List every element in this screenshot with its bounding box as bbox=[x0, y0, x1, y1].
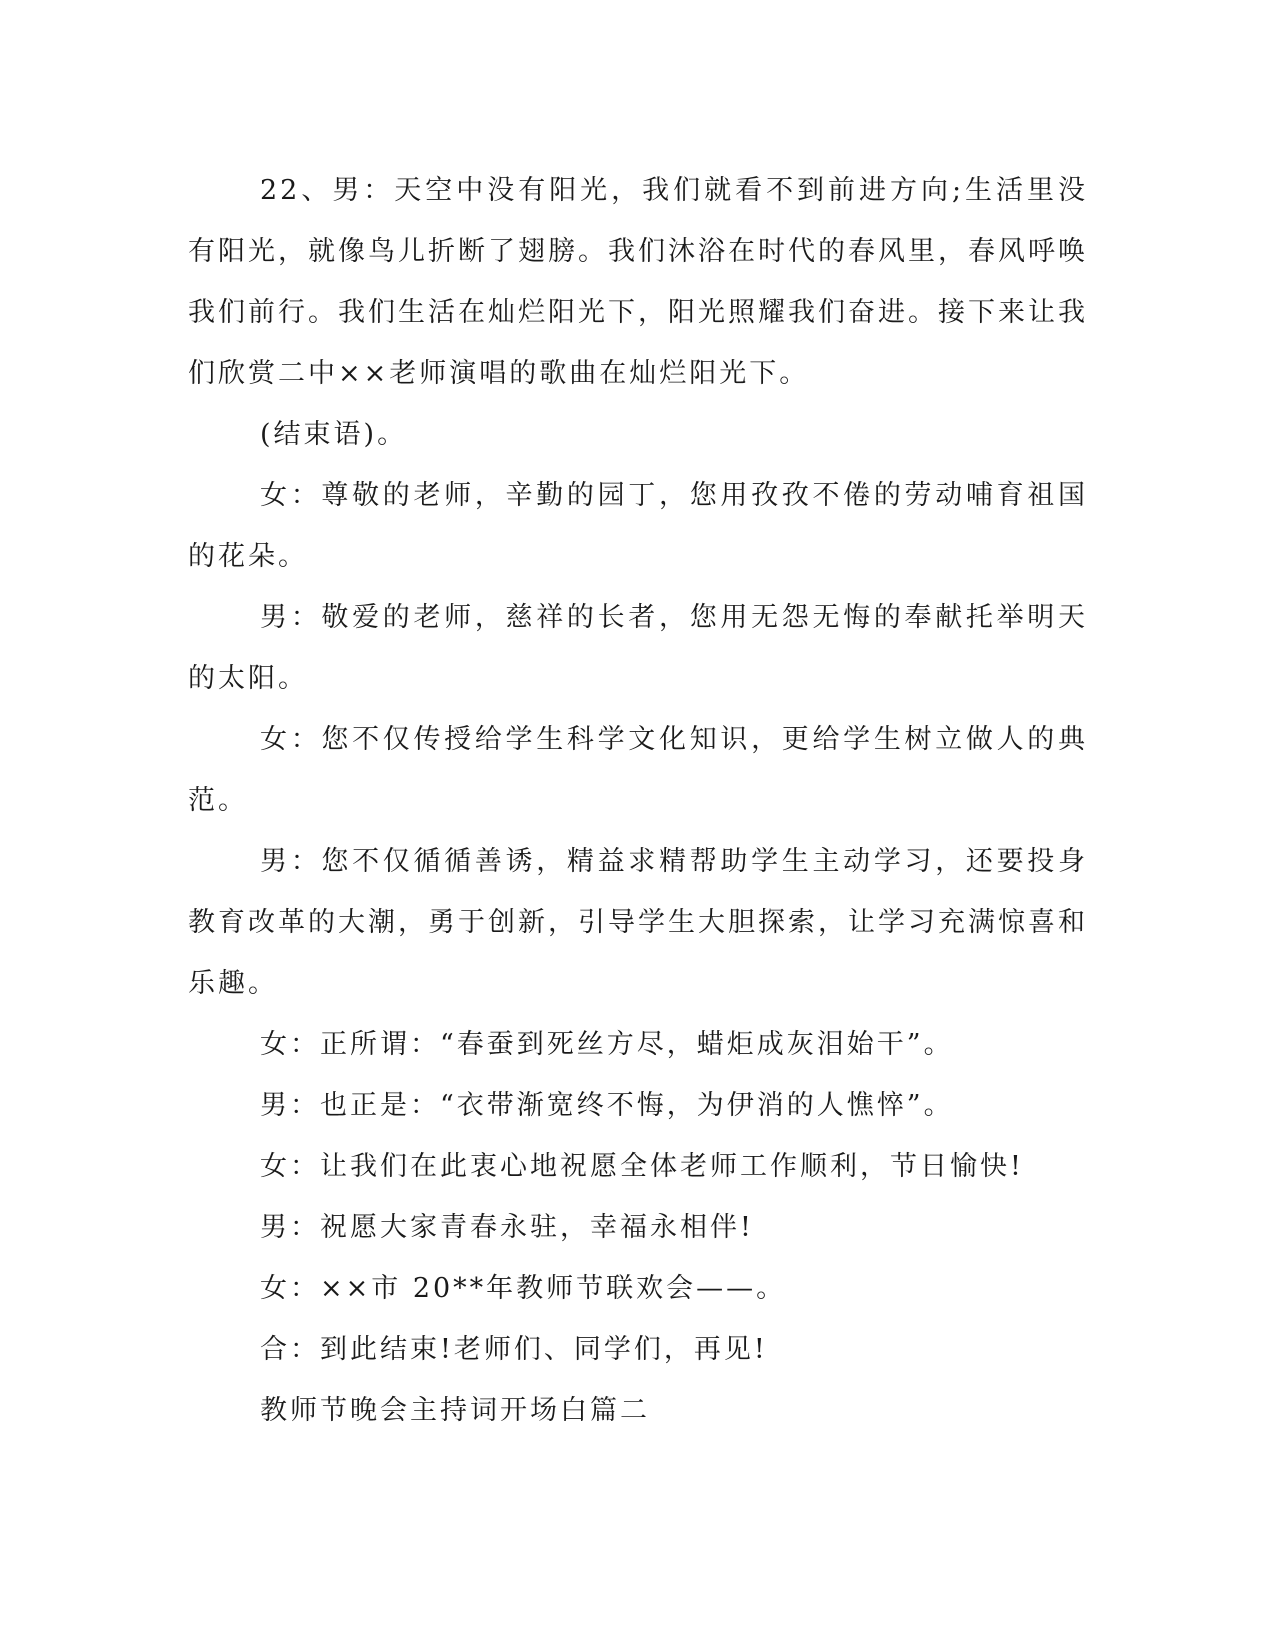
paragraph: 男：也正是：“衣带渐宽终不悔，为伊消的人憔悴”。 bbox=[260, 1090, 954, 1121]
paragraph: 男：您不仅循循善诱，精益求精帮助学生主动学习，还要投身教育改革的大潮，勇于创新，引导学生大胆探索，让学习充满惊喜和乐趣。 bbox=[188, 846, 1088, 999]
paragraph: (结束语)。 bbox=[260, 419, 408, 450]
paragraph: 女：您不仅传授给学生科学文化知识，更给学生树立做人的典范。 bbox=[188, 724, 1088, 816]
paragraph: 男：敬爱的老师，慈祥的长者，您用无怨无悔的奉献托举明天的太阳。 bbox=[188, 602, 1088, 694]
section-heading: 教师节晚会主持词开场白篇二 bbox=[260, 1395, 650, 1426]
paragraph: 合：到此结束!老师们、同学们，再见! bbox=[260, 1334, 768, 1365]
paragraph: 女：××市 20**年教师节联欢会——。 bbox=[260, 1273, 787, 1304]
paragraph: 女：正所谓：“春蚕到死丝方尽，蜡炬成灰泪始干”。 bbox=[260, 1029, 954, 1060]
document-body bbox=[188, 160, 1088, 1441]
paragraph: 22、男：天空中没有阳光，我们就看不到前进方向;生活里没有阳光，就像鸟儿折断了翅膀。我们沐浴在时代的春风里，春风呼唤我们前行。我们生活在灿烂阳光下，阳光照耀我们奋进。接下来让我们欣赏二中××老师演唱的歌曲在灿烂阳光下。 bbox=[188, 175, 1088, 389]
paragraph: 男：祝愿大家青春永驻，幸福永相伴! bbox=[260, 1212, 754, 1243]
paragraph: 女：让我们在此衷心地祝愿全体老师工作顺利，节日愉快! bbox=[260, 1151, 1024, 1182]
paragraph: 女：尊敬的老师，辛勤的园丁，您用孜孜不倦的劳动哺育祖国的花朵。 bbox=[188, 480, 1088, 572]
